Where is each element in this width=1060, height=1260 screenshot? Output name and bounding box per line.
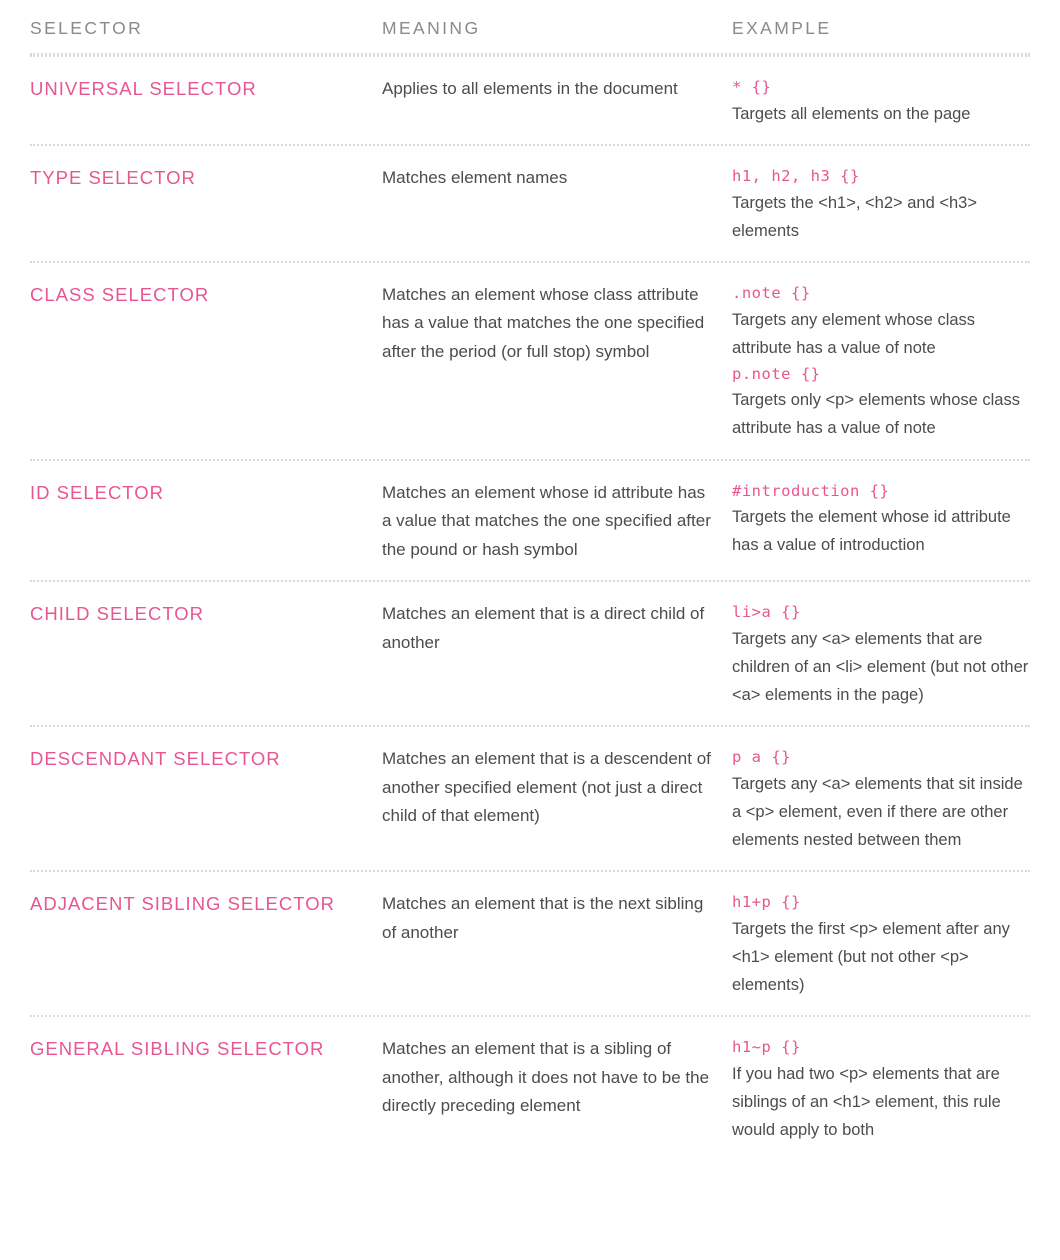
example-block	[732, 745, 1030, 854]
example-description: Targets the first <p> element after any <h1> element (but not other <p> elements)	[732, 919, 1010, 994]
example-block	[732, 75, 1030, 128]
selector-name: UNIVERSAL SELECTOR	[30, 78, 257, 99]
selector-name: CHILD SELECTOR	[30, 603, 205, 625]
cell-meaning	[382, 745, 732, 831]
cell-selector	[30, 281, 382, 310]
meaning-text: Matches an element that is a sibling of another, although it does not have to be the directly preceding element	[382, 1038, 710, 1116]
example-code: .note {}	[732, 283, 811, 302]
cell-example	[732, 1035, 1030, 1144]
header-label-example: EXAMPLE	[732, 18, 832, 38]
example-code: h1~p {}	[732, 1037, 801, 1056]
cell-example	[732, 281, 1030, 443]
table-row	[30, 144, 1030, 261]
selector-name: ADJACENT SIBLING SELECTOR	[30, 893, 335, 915]
example-description-secondary: Targets only <p> elements whose class attribute has a value of note	[732, 391, 1020, 438]
example-block	[732, 479, 1030, 560]
cell-selector	[30, 890, 382, 919]
table-row	[30, 261, 1030, 459]
header-label-selector: SELECTOR	[30, 18, 144, 38]
cell-example	[732, 600, 1030, 709]
cell-example	[732, 745, 1030, 854]
example-description: Targets any <a> elements that are children of an <li> element (but not other <a> elements in the page)	[732, 629, 1029, 705]
example-code: h1, h2, h3 {}	[732, 166, 860, 185]
example-code: #introduction {}	[732, 481, 890, 500]
selector-name: GENERAL SIBLING SELECTOR	[30, 1037, 325, 1059]
cell-meaning	[382, 281, 732, 367]
example-description: Targets all elements on the page	[732, 104, 971, 123]
meaning-text: Matches an element that is the next sibling of another	[382, 894, 704, 942]
cell-meaning	[382, 1035, 732, 1121]
table-row	[30, 1015, 1030, 1160]
cell-example	[732, 479, 1030, 560]
cell-example	[732, 164, 1030, 245]
table-row	[30, 870, 1030, 1015]
example-code: li>a {}	[732, 603, 801, 622]
cell-meaning	[382, 75, 732, 104]
cell-example	[732, 890, 1030, 999]
example-block	[732, 164, 1030, 245]
table-row	[30, 55, 1030, 144]
selector-name: TYPE SELECTOR	[30, 166, 196, 188]
selector-name: CLASS SELECTOR	[30, 283, 210, 305]
column-header-selector	[30, 18, 382, 39]
cell-selector	[30, 745, 382, 774]
cell-selector	[30, 479, 382, 508]
example-description: Targets any element whose class attribute has a value of note	[732, 310, 976, 357]
example-block	[732, 890, 1030, 999]
example-block	[732, 281, 1030, 443]
cell-selector	[30, 164, 382, 193]
column-header-meaning	[382, 18, 732, 39]
selector-name: ID SELECTOR	[30, 481, 165, 503]
example-code-secondary: p.note {}	[732, 364, 821, 383]
meaning-text: Matches an element that is a descendent of another specified element (not just a direct child of that element)	[382, 749, 711, 826]
cell-meaning	[382, 164, 732, 193]
table-row	[30, 580, 1030, 725]
cell-meaning	[382, 600, 732, 657]
meaning-text: Matches an element whose class attribute has a value that matches the one specified after the period (or full stop) symbol	[382, 284, 705, 361]
meaning-text: Matches an element whose id attribute has a value that matches the one specified after the pound or hash symbol	[382, 482, 711, 559]
example-description: Targets the <h1>, <h2> and <h3> elements	[732, 193, 977, 240]
example-code: h1+p {}	[732, 893, 801, 912]
table-header-row	[30, 0, 1030, 55]
header-label-meaning: MEANING	[382, 18, 481, 38]
example-description: If you had two <p> elements that are siblings of an <h1> element, this rule would apply to both	[732, 1064, 1001, 1139]
example-block	[732, 600, 1030, 709]
meaning-text: Matches element names	[382, 167, 568, 187]
meaning-text: Matches an element that is a direct child of another	[382, 604, 705, 652]
example-code: * {}	[732, 78, 772, 96]
example-description: Targets any <a> elements that sit inside a <p> element, even if there are other elements nested between them	[732, 774, 1023, 849]
example-code: p a {}	[732, 748, 791, 767]
cell-meaning	[382, 479, 732, 565]
cell-selector	[30, 75, 382, 104]
example-description: Targets the element whose id attribute has a value of introduction	[732, 508, 1011, 555]
table-row	[30, 725, 1030, 870]
cell-selector	[30, 600, 382, 629]
selector-name: DESCENDANT SELECTOR	[30, 748, 281, 770]
meaning-text: Applies to all elements in the document	[382, 79, 678, 98]
column-header-example	[732, 18, 1030, 39]
cell-selector	[30, 1035, 382, 1064]
example-block	[732, 1035, 1030, 1144]
cell-example	[732, 75, 1030, 128]
table-row	[30, 459, 1030, 581]
cell-meaning	[382, 890, 732, 947]
